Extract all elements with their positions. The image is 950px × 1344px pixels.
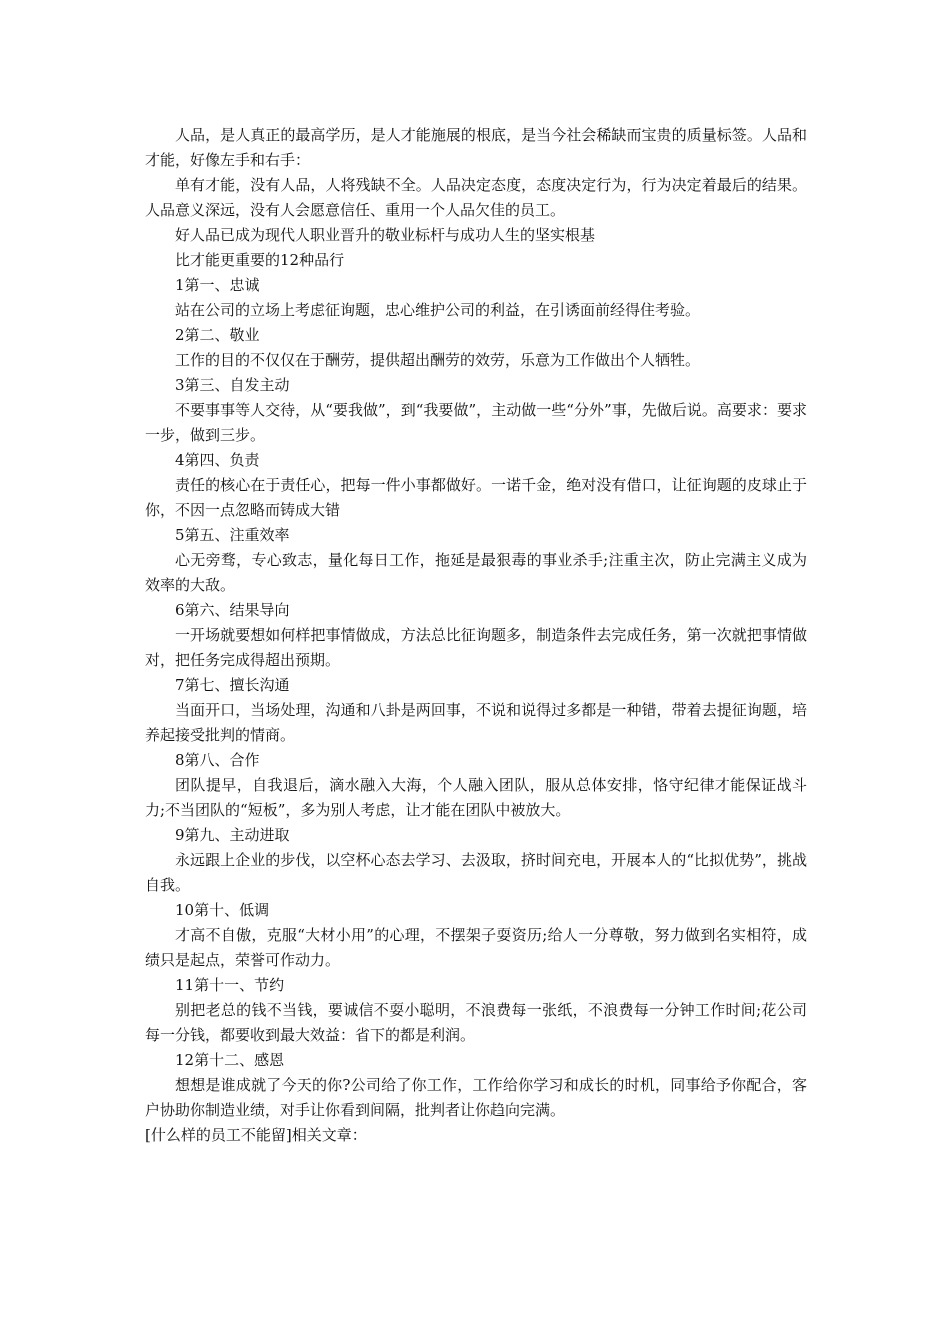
section-body-10: 才高不自傲，克服“大材小用”的心理，不摆架子耍资历;给人一分尊敬，努力做到名实相符，成绩只是起点，荣誉可作动力。 xyxy=(145,926,807,969)
section-body-6: 一开场就要想如何样把事情做成，方法总比征询题多，制造条件去完成任务，第一次就把事情做对，把任务完成得超出预期。 xyxy=(145,626,807,669)
section-heading-6: 6第六、结果导向 xyxy=(175,601,290,619)
section-body-7: 当面开口，当场处理，沟通和八卦是两回事，不说和说得过多都是一种错，带着去提征询题，培养起接受批判的情商。 xyxy=(145,701,807,744)
document-page xyxy=(145,123,807,1148)
section-heading-12: 12第十二、感恩 xyxy=(175,1051,285,1069)
section-heading-9: 9第九、主动进取 xyxy=(175,826,290,844)
section-body-5: 心无旁骛，专心致志，量化每日工作，拖延是最狠毒的事业杀手;注重主次，防止完满主义成为效率的大敌。 xyxy=(145,551,807,594)
section-body-11: 别把老总的钱不当钱，要诚信不耍小聪明，不浪费每一张纸，不浪费每一分钟工作时间;花公司每一分钱，都要收到最大效益：省下的都是利润。 xyxy=(145,1001,807,1044)
section-body-8: 团队提早，自我退后，滴水融入大海，个人融入团队，服从总体安排，恪守纪律才能保证战斗力;不当团队的“短板”，多为别人考虑，让才能在团队中被放大。 xyxy=(145,776,807,819)
section-body-2: 工作的目的不仅仅在于酬劳，提供超出酬劳的效劳，乐意为工作做出个人牺牲。 xyxy=(175,351,701,369)
intro-paragraph-3: 好人品已成为现代人职业晋升的敬业标杆与成功人生的坚实根基 xyxy=(175,226,596,244)
intro-paragraph-2: 单有才能，没有人品，人将残缺不全。人品决定态度，态度决定行为，行为决定着最后的结果。人品意义深远，没有人会愿意信任、重用一个人品欠佳的员工。 xyxy=(145,176,807,219)
section-heading-1: 1第一、忠诚 xyxy=(175,276,260,294)
section-heading-5: 5第五、注重效率 xyxy=(175,526,290,544)
section-heading-10: 10第十、低调 xyxy=(175,901,270,919)
section-heading-11: 11第十一、节约 xyxy=(175,976,285,994)
section-heading-4: 4第四、负责 xyxy=(175,451,260,469)
section-body-3: 不要事事等人交待，从“要我做”，到“我要做”，主动做一些“分外”事，先做后说。高要求：要求一步，做到三步。 xyxy=(145,401,807,444)
section-heading-7: 7第七、擅长沟通 xyxy=(175,676,290,694)
section-body-1: 站在公司的立场上考虑征询题，忠心维护公司的利益，在引诱面前经得住考验。 xyxy=(175,301,701,319)
related-articles-label: [什么样的员工不能留]相关文章： xyxy=(145,1126,367,1144)
section-heading-8: 8第八、合作 xyxy=(175,751,260,769)
intro-paragraph-1: 人品，是人真正的最高学历，是人才能施展的根底，是当今社会稀缺而宝贵的质量标签。人品和才能，好像左手和右手： xyxy=(145,126,807,169)
section-body-4: 责任的核心在于责任心，把每一件小事都做好。一诺千金，绝对没有借口，让征询题的皮球止于你，不因一点忽略而铸成大错 xyxy=(145,476,807,519)
section-heading-2: 2第二、敬业 xyxy=(175,326,260,344)
section-heading-3: 3第三、自发主动 xyxy=(175,376,290,394)
section-body-9: 永远跟上企业的步伐，以空杯心态去学习、去汲取，挤时间充电，开展本人的“比拟优势”，挑战自我。 xyxy=(145,851,807,894)
list-title: 比才能更重要的12种品行 xyxy=(175,251,345,269)
section-body-12: 想想是谁成就了今天的你?公司给了你工作，工作给你学习和成长的时机，同事给予你配合，客户协助你制造业绩，对手让你看到间隔，批判者让你趋向完满。 xyxy=(145,1076,807,1119)
